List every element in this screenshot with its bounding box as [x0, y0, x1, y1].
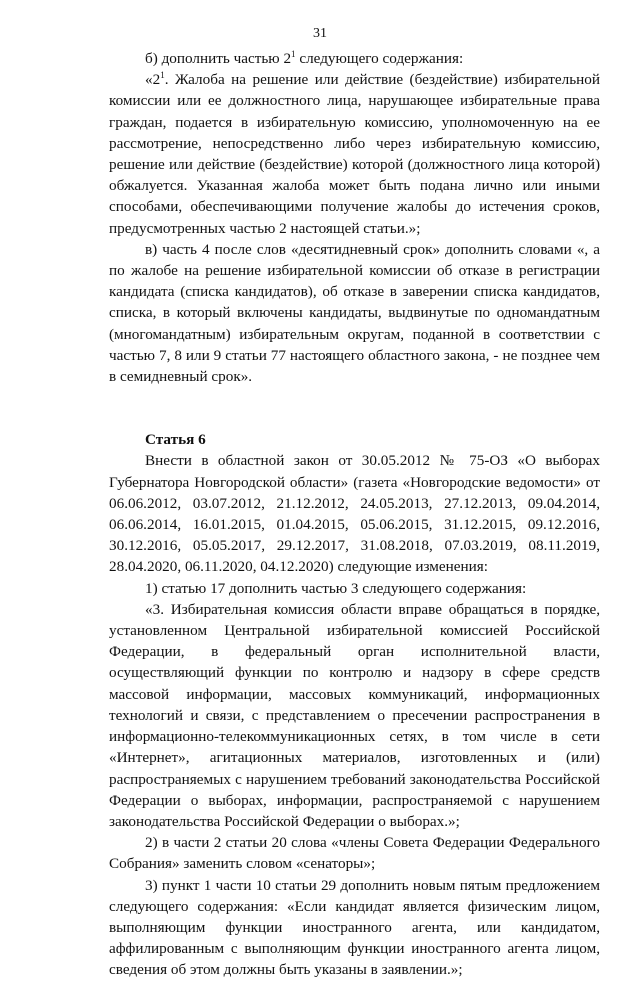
paragraph-intro: Внести в областной закон от 30.05.2012 № 75-ОЗ «О выборах Губернатора Новгородской области» (газета «Новгородские ведомости» от 06.06.2012, 03.07.2012, 21.12.2012, 24.05.2013, 27.12.2013, 09.04.2014, 06.06.2014, 16.01.2015, 01.04.2015, 05.06.2015, 31.12.2015, 09.12.2016, 30.12.2016, 05.05.2017, 29.12.2017, 31.08.2018, 07.03.2019, 08.11.2019, 28.04.2020, 06.11.2020, 04.12.2020) следующие изменения:	[109, 452, 600, 576]
paragraph-item-1: 1) статью 17 дополнить частью 3 следующего содержания:	[145, 579, 527, 597]
paragraph-quote-2-1: «$2^1$. Жалоба на решение или действие (бездействие) избирательной комиссии или ее должностного лица, нарушающее избирательные права граждан, подается в избирательную комиссию, уполномоченную на ее рассмотрение, непосредственно либо через избирательную комиссию, решение или действие (бездействие) которой (должностного лица которой) обжалуется. Указанная жалоба может быть подана лично или иными способами, обеспечивающими получение жалобы до истечения сроков, предусмотренных частью 2 настоящей статьи.»;	[109, 70, 600, 237]
paragraph-quote-3: «3. Избирательная комиссия области вправе обращаться в порядке, установленном Центральной избирательной комиссией Российской Федерации, в федеральный орган исполнительной власти, осуществляющий функции по контролю и надзору в сфере средств массовой информации, массовых коммуникаций, информационных технологий и связи, с представлением о пресечении распространения в информационно-телекоммуникационных сетях, в том числе в сети «Интернет», агитационных материалов, изготовленных и (или) распространяемых с нарушением требований законодательства Российской Федерации о выборах, информации, распространяемой с нарушением законодательства Российской Федерации о выборах.»;	[109, 600, 600, 830]
paragraph-b: б) дополнить частью $2^1$ следующего содержания:	[145, 49, 464, 67]
article-heading: Статья 6	[145, 431, 206, 449]
section-gap	[109, 387, 600, 429]
paragraph-item-3: 3) пункт 1 части 10 статьи 29 дополнить новым пятым предложением следующего содержания: «Если кандидат является физическим лицом, выполняющим функции иностранного агента, или кандидатом, аффилированным с выполняющим функции иностранного агента лицом, сведения об этом должны быть указаны в заявлении.»;	[109, 876, 600, 979]
paragraph-v: в) часть 4 после слов «десятидневный срок» дополнить словами «, а по жалобе на решение избирательной комиссии об отказе в регистрации кандидата (списка кандидатов), об отказе в заверении списка кандидатов, списка, в который включены кандидаты, выдвинутые по одномандатным (многомандатным) избирательным округам, поданной в соответствии с частью 7, 8 или 9 статьи 77 настоящего областного закона, - не позднее чем в семидневный срок».	[109, 240, 600, 386]
document-body	[109, 48, 600, 981]
page-number: 31	[313, 26, 327, 41]
paragraph-item-2: 2) в части 2 статьи 20 слова «члены Совета Федерации Федерального Собрания» заменить словом «сенаторы»;	[109, 834, 600, 873]
